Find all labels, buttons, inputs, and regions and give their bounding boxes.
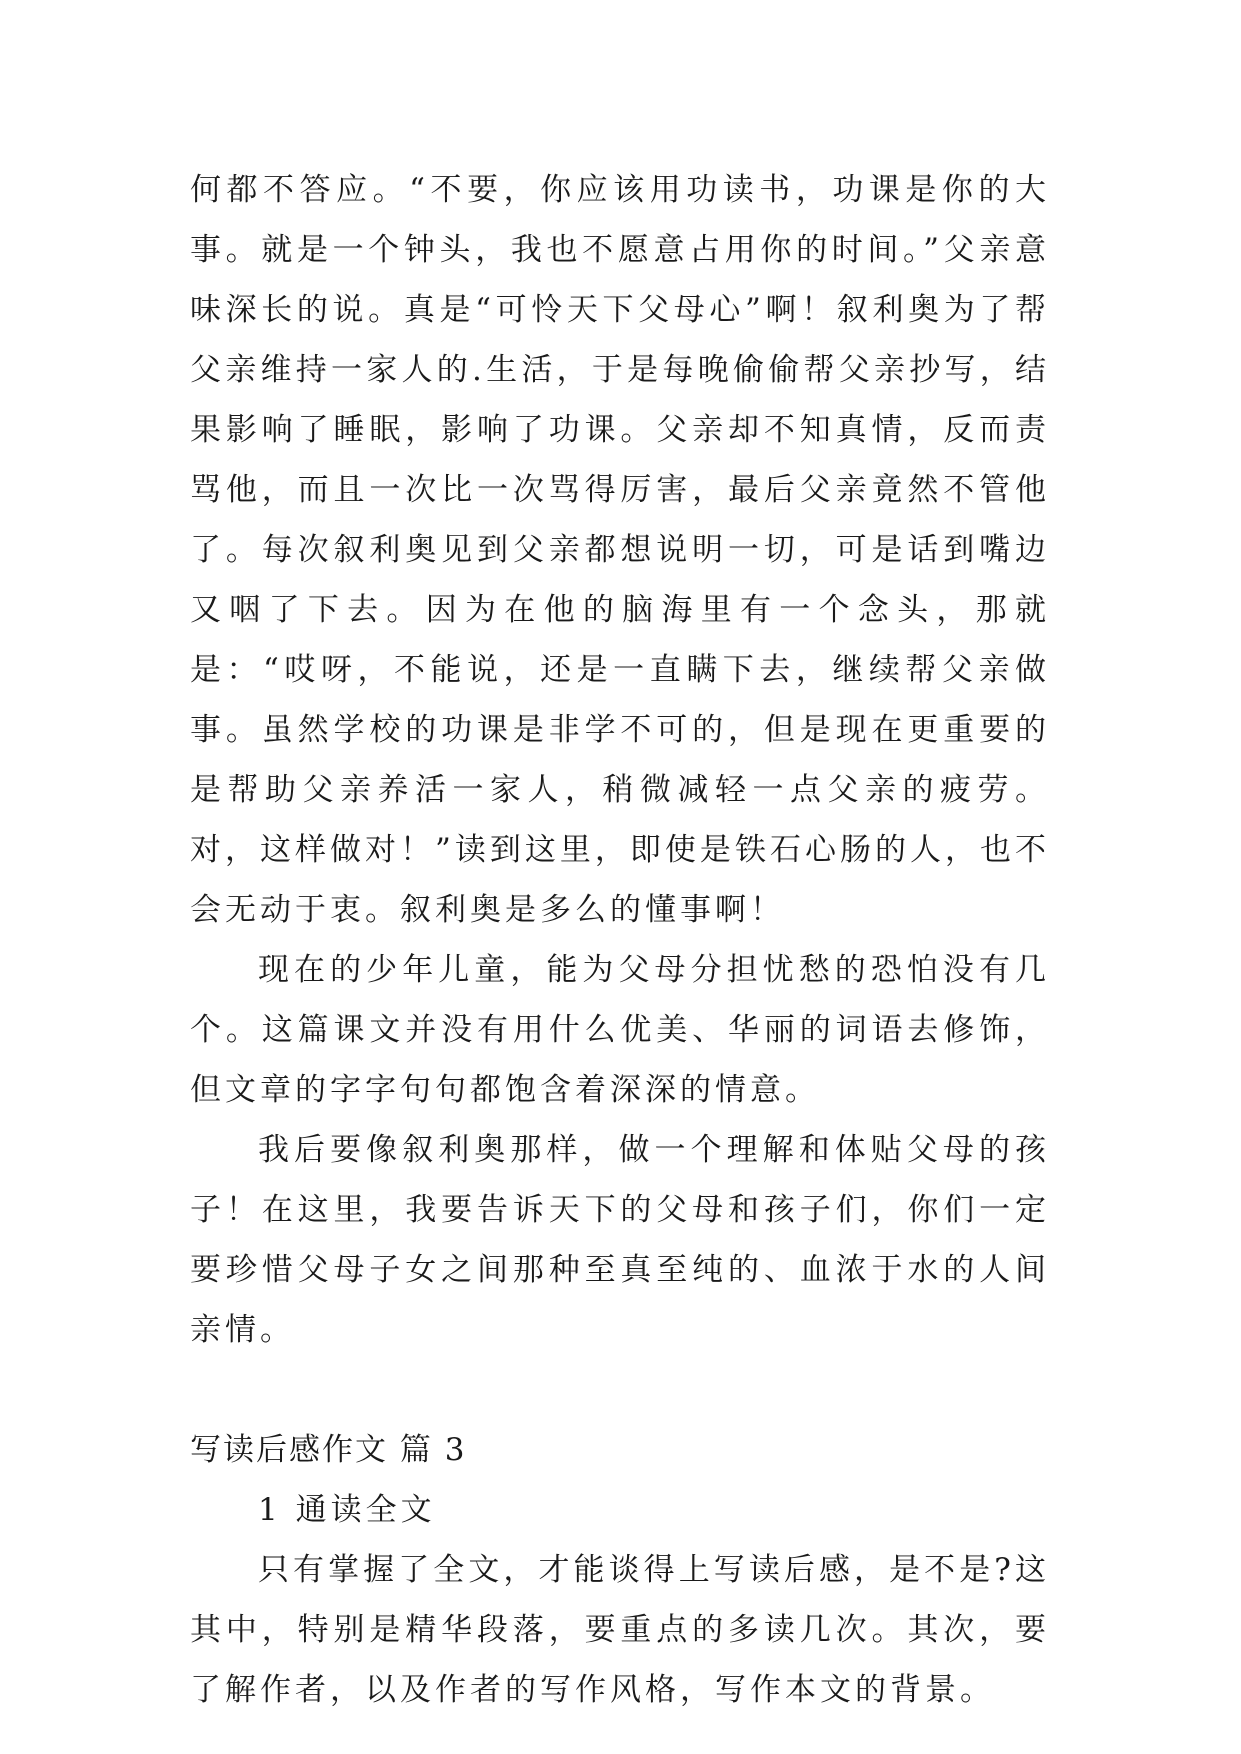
paragraph-reflection: 现在的少年儿童，能为父母分担忧愁的恐怕没有几个。这篇课文并没有用什么优美、华丽的词语去修饰，但文章的字字句句都饱含着深深的情意。 <box>190 952 1050 1108</box>
section-spacer <box>190 1360 1050 1420</box>
section-heading: 写读后感作文 篇 3 <box>190 1432 467 1468</box>
paragraph-continuation: 何都不答应。“不要，你应该用功读书，功课是你的大事。就是一个钟头，我也不愿意占用你的时间。”父亲意味深长的说。真是“可怜天下父母心”啊！叙利奥为了帮父亲维持一家人的.生活，于是每晚偷偷帮父亲抄写，结果影响了睡眠，影响了功课。父亲却不知真情，反而责骂他，而且一次比一次骂得厉害，最后父亲竟然不管他了。每次叙利奥见到父亲都想说明一切，可是话到嘴边又咽了下去。因为在他的脑海里有一个念头，那就是：“哎呀，不能说，还是一直瞒下去，继续帮父亲做事。虽然学校的功课是非学不可的，但是现在更重要的是帮助父亲养活一家人，稍微减轻一点父亲的疲劳。对，这样做对！”读到这里，即使是铁石心肠的人，也不会无动于衷。叙利奥是多么的懂事啊！ <box>190 172 1050 928</box>
paragraph-conclusion: 我后要像叙利奥那样，做一个理解和体贴父母的孩子！在这里，我要告诉天下的父母和孩子们，你们一定要珍惜父母子女之间那种至真至纯的、血浓于水的人间亲情。 <box>190 1132 1050 1348</box>
document-body <box>190 160 1050 1720</box>
step-body: 只有掌握了全文，才能谈得上写读后感，是不是?这其中，特别是精华段落，要重点的多读几次。其次，要了解作者，以及作者的写作风格，写作本文的背景。 <box>190 1552 1050 1708</box>
step-title: 1 通读全文 <box>258 1492 436 1528</box>
